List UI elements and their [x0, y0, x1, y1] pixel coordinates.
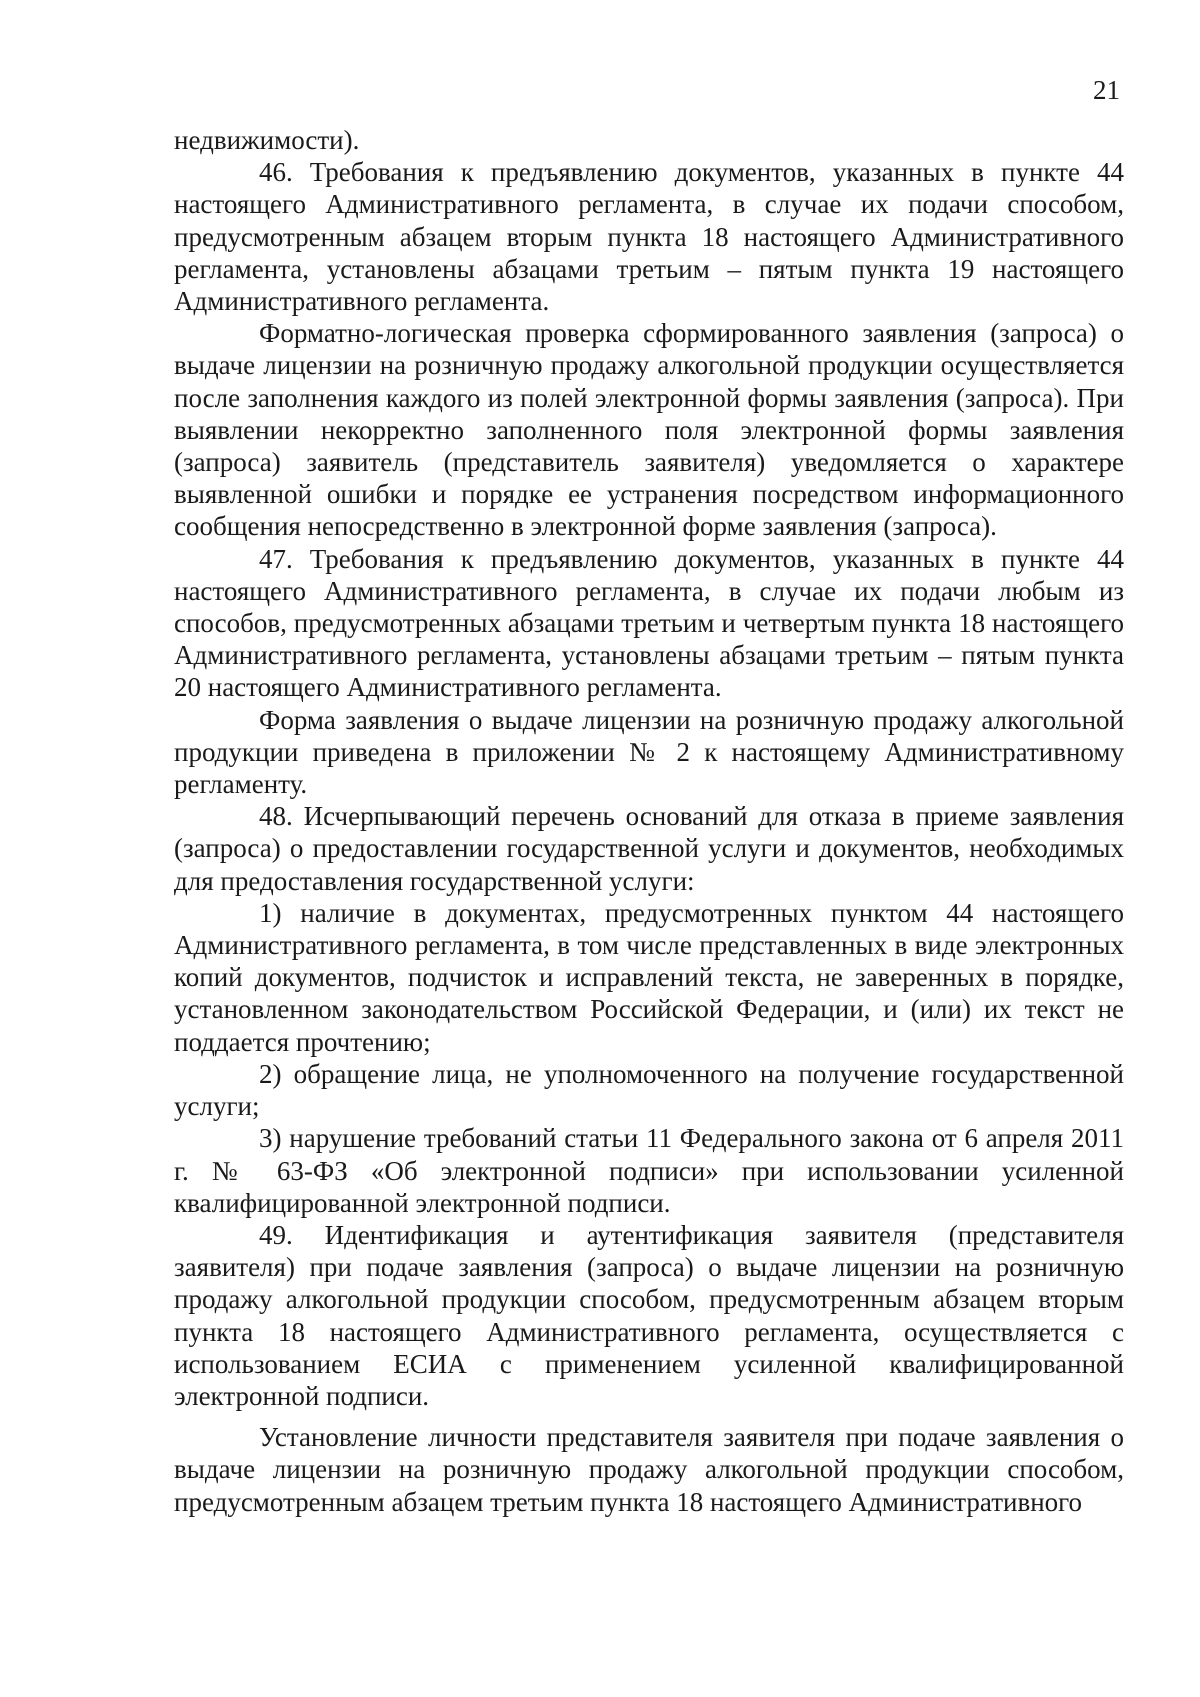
paragraph-application-form: Форма заявления о выдаче лицензии на розничную продажу алкогольной продукции приведена в приложении № 2 к настоящему Административному регламенту. — [174, 704, 1124, 800]
paragraph-48: 48. Исчерпывающий перечень оснований для отказа в приеме заявления (запроса) о предоставлении государственной услуги и документов, необходимых для предоставления государственной услуги: — [174, 801, 1124, 896]
paragraph-identity-verification: Установление личности представителя заявителя при подаче заявления о выдаче лицензии на розничную продажу алкогольной продукции способом, предусмотренным абзацем третьим пункта 18 настоящего Административного — [174, 1422, 1124, 1517]
paragraph-48-item-3: 3) нарушение требований статьи 11 Федерального закона от 6 апреля 2011 г. № 63-ФЗ «Об электронной подписи» при использовании усиленной квалифицированной электронной подписи. — [174, 1123, 1124, 1218]
paragraph-47: 47. Требования к предъявлению документов, указанных в пункте 44 настоящего Административного регламента, в случае их подачи любым из способов, предусмотренных абзацами третьим и четвертым пункта 18 настоящего Административного регламента, установлены абзацами третьим – пятым пункта 20 настоящего Административного регламента. — [174, 543, 1124, 703]
document-body — [174, 124, 1124, 1518]
paragraph-46: 46. Требования к предъявлению документов, указанных в пункте 44 настоящего Административного регламента, в случае их подачи способом, предусмотренным абзацем вторым пункта 18 настоящего Административного регламента, установлены абзацами третьим – пятым пункта 19 настоящего Административного регламента. — [174, 157, 1124, 317]
paragraph-49: 49. Идентификация и аутентификация заявителя (представителя заявителя) при подаче заявления (запроса) о выдаче лицензии на розничную продажу алкогольной продукции способом, предусмотренным абзацем вторым пункта 18 настоящего Административного регламента, осуществляется с использованием ЕСИА с применением усиленной квалифицированной электронной подписи. — [174, 1219, 1124, 1411]
paragraph-48-item-2: 2) обращение лица, не уполномоченного на получение государственной услуги; — [174, 1058, 1124, 1122]
paragraph-format-check: Форматно-логическая проверка сформированного заявления (запроса) о выдаче лицензии на розничную продажу алкогольной продукции осуществляется после заполнения каждого из полей электронной формы заявления (запроса). При выявлении некорректно заполненного поля электронной формы заявления (запроса) заявитель (представитель заявителя) уведомляется о характере выявленной ошибки и порядке ее устранения посредством информационного сообщения непосредственно в электронной форме заявления (запроса). — [174, 318, 1124, 542]
paragraph-continuation: недвижимости). — [174, 125, 360, 155]
paragraph-48-item-1: 1) наличие в документах, предусмотренных пунктом 44 настоящего Административного регламента, в том числе представленных в виде электронных копий документов, подчисток и исправлений текста, не заверенных в порядке, установленном законодательством Российской Федерации, и (или) их текст не поддается прочтению; — [174, 897, 1124, 1057]
page-number: 21 — [1093, 75, 1120, 105]
